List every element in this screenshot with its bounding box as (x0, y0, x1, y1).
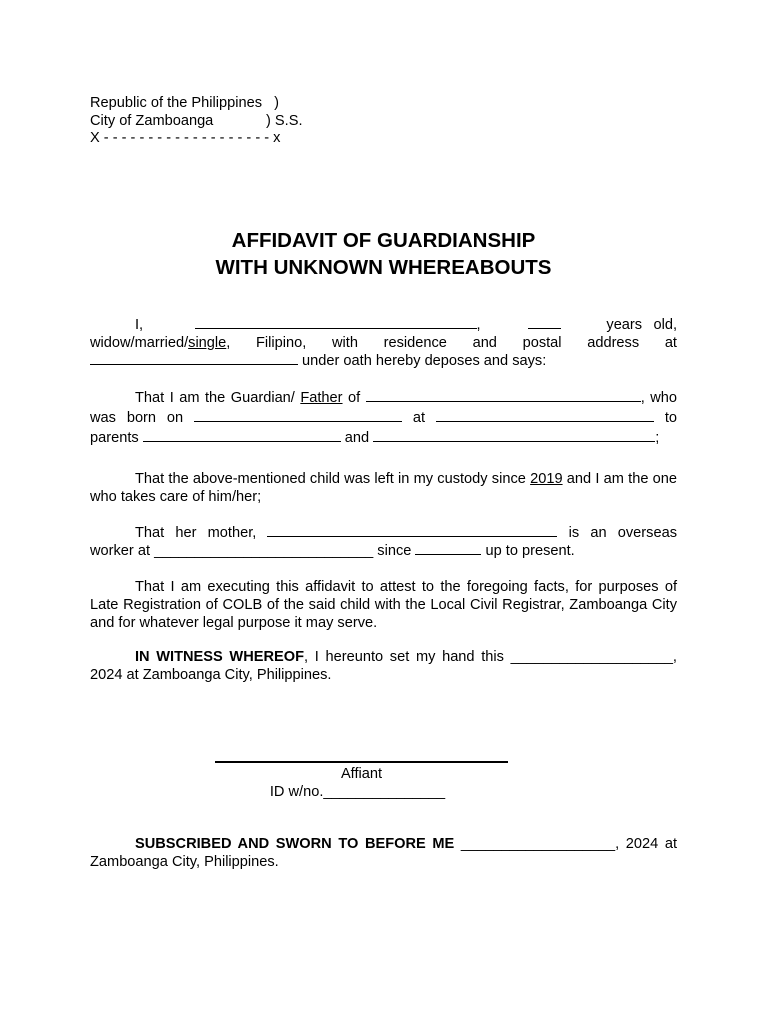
and-text: and (340, 429, 374, 446)
birth-place-blank[interactable] (436, 409, 654, 422)
to-parents-text: to parents (90, 409, 677, 446)
paragraph-purpose (90, 578, 677, 632)
venue-divider: X - - - - - - - - - - - - - - - - - - - x (90, 130, 281, 146)
guardian-text: That I am the Guardian/ (135, 389, 301, 406)
residence-text: , Filipino, with residence and postal address at (226, 334, 677, 351)
identity-i: I, (135, 316, 144, 333)
mother-text: That her mother, (135, 524, 268, 541)
paragraph-guardian (90, 388, 677, 448)
venue-block (90, 94, 677, 147)
semicolon: ; (655, 429, 660, 446)
deposes-text: under oath hereby deposes and says: (298, 352, 547, 369)
purpose-text: That I am executing this affidavit to attest to the foregoing facts, for purposes of Late Registration of COLB of the said child with the Local Civil Registrar, Zamboanga City and for whatever legal purpose it may serve. (90, 578, 677, 631)
overseas-text: is an overseas worker at (90, 524, 677, 559)
custody-text: That the above-mentioned child was left in my custody since (135, 470, 531, 487)
born-on-text: , who was born on (90, 389, 678, 426)
since-text: since (373, 542, 416, 559)
document-title (90, 227, 677, 281)
affidavit-document (90, 94, 677, 684)
paragraph-jurat (90, 835, 677, 871)
father-underlined: Father (300, 389, 343, 406)
civil-status-single: single (188, 334, 227, 351)
at-text: at (402, 409, 436, 426)
jurat-heading: SUBSCRIBED AND SWORN TO BEFORE ME (135, 836, 455, 852)
title-line-2: WITH UNKNOWN WHEREABOUTS (215, 255, 552, 279)
paragraph-witness (90, 648, 677, 684)
venue-city: City of Zamboanga ) S.S. (90, 112, 303, 129)
signature-block (215, 761, 508, 801)
age-blank[interactable] (528, 316, 561, 329)
civil-status-prefix: widow/married/ (90, 334, 189, 351)
witness-heading: IN WITNESS WHEREOF (135, 648, 305, 665)
years-old-label: years old, (606, 316, 678, 333)
paragraph-custody (90, 470, 677, 506)
child-name-blank[interactable] (366, 389, 641, 402)
title-line-1: AFFIDAVIT OF GUARDIANSHIP (231, 228, 536, 252)
venue-republic: Republic of the Philippines ) (90, 95, 280, 111)
paragraph-identity (90, 316, 677, 370)
mother-name-blank[interactable] (267, 524, 557, 537)
identity-comma: , (476, 316, 481, 333)
since-date-blank[interactable] (415, 542, 481, 555)
care-text: and I am the one who takes care of him/her; (90, 470, 678, 505)
birth-date-blank[interactable] (194, 409, 402, 422)
workplace-blank[interactable]: ___________________________ (154, 542, 374, 559)
jurat-block (90, 835, 677, 871)
of-text: of (342, 389, 366, 406)
up-to-present-text: up to present. (481, 542, 575, 559)
affiant-label: Affiant (340, 766, 383, 782)
witness-text: , I hereunto set my hand this ____________________, 2024 at Zamboanga City, Philippines. (90, 648, 677, 683)
address-blank[interactable] (90, 352, 298, 365)
jurat-text: ___________________, 2024 at Zamboanga City, Philippines. (90, 836, 677, 870)
parent-2-blank[interactable] (373, 429, 655, 442)
parent-1-blank[interactable] (143, 429, 341, 442)
custody-year: 2019 (530, 470, 563, 487)
paragraph-mother (90, 524, 677, 560)
signature-line[interactable] (215, 761, 508, 763)
name-blank[interactable] (195, 316, 477, 329)
id-number-field: ID w/no._______________ (269, 784, 446, 800)
